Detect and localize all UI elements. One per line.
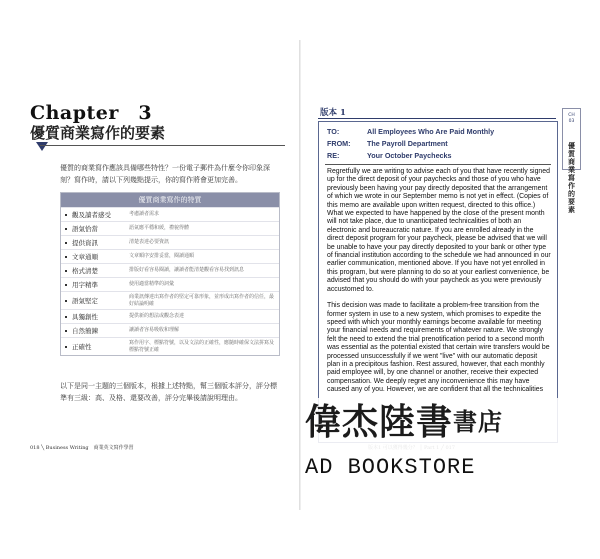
qualities-table — [60, 192, 280, 356]
version-label: 版本 1 — [320, 108, 346, 118]
row-desc: 清楚表達必要資訊 — [129, 239, 170, 246]
row-desc: 寫作用字、標點符號，以及文法的正確性，應隨時確保文法拼寫及標點符號正確 — [129, 340, 275, 353]
closing-paragraph: 以下是同一主題的三個版本，根據上述特點，幫三個版本評分，評分標準有三級：高、及格、還要改善，評分完畢後請說明理由。 — [60, 382, 277, 402]
table-row — [61, 291, 279, 309]
row-desc: 考慮讀者需求 — [129, 211, 160, 218]
bullet-icon — [65, 330, 67, 332]
bullet-icon — [65, 270, 67, 272]
bullet-icon — [65, 256, 67, 258]
chapter-marker-icon — [36, 142, 48, 151]
memo-re-value: Your October Paychecks — [367, 151, 452, 160]
side-tab-label: CH 03 — [568, 113, 575, 124]
row-desc: 讓讀者容易吸收和理解 — [129, 327, 180, 334]
memo-to-value: All Employees Who Are Paid Monthly — [367, 127, 495, 136]
memo-divider — [325, 164, 551, 165]
row-label: 文章通順 — [72, 253, 98, 261]
bullet-icon — [65, 284, 67, 286]
bullet-icon — [65, 300, 67, 302]
intro-paragraph: 優質的商業寫作應該具備哪些特性？一份電子郵件為什麼令你印象深刻？寫作時，請以下列幾點提示，你的寫作將會更加完善。 — [60, 164, 270, 184]
row-label: 語氣堅定 — [72, 297, 98, 305]
watermark-chinese-main: 偉杰陸書 — [305, 401, 454, 443]
row-desc: 文章順序安排妥當，閱讀通順 — [129, 253, 195, 260]
chapter-title: Chapter 3 — [30, 102, 153, 124]
chapter-subtitle: 優質商業寫作的要素 — [30, 124, 166, 142]
bullet-icon — [65, 346, 67, 348]
table-row — [61, 207, 279, 221]
memo-to — [327, 127, 551, 139]
version-rule — [318, 118, 556, 119]
row-label: 格式清楚 — [72, 267, 98, 275]
table-row — [61, 277, 279, 291]
watermark-logo-english: AD BOOKSTORE — [305, 455, 476, 480]
row-desc: 商業訊傳達出寫作者的堅定可靠形象，並形成出寫作者的信任，最好結論明確 — [129, 294, 275, 307]
side-vertical-title: 優質商業寫作的要素 — [568, 141, 575, 214]
watermark-chinese-small: 書店 — [453, 407, 504, 436]
memo-body — [327, 168, 551, 403]
memo-to-label: TO: — [327, 127, 340, 136]
memo-from-value: The Payroll Department — [367, 139, 448, 148]
row-desc: 排版好看容易閱讀，讓讀者能清楚觀看容易找到訊息 — [129, 267, 245, 274]
row-label: 提供資訊 — [72, 239, 98, 247]
bullet-icon — [65, 214, 67, 216]
table-row — [61, 263, 279, 277]
memo-from-label: FROM: — [327, 139, 351, 148]
row-desc: 提供新的想法或觀念表達 — [129, 313, 185, 320]
row-label: 用字精準 — [72, 281, 98, 289]
memo-re-label: RE: — [327, 151, 340, 160]
row-label: 自然簡鍊 — [72, 327, 98, 335]
book-gutter — [299, 40, 301, 510]
row-label: 具獨創性 — [72, 313, 98, 321]
watermark-logo-chinese — [305, 402, 503, 442]
table-row — [61, 323, 279, 337]
memo-header — [327, 127, 551, 163]
bullet-icon — [65, 316, 67, 318]
left-page-footer: 018 ╲ Business Writing 商業英文寫作學習 — [30, 445, 134, 451]
memo-from — [327, 139, 551, 151]
row-desc: 語氣應平穩和緩，禮貌得體 — [129, 225, 190, 232]
bullet-icon — [65, 242, 67, 244]
table-title: 優質商業寫作的特質 — [61, 193, 279, 207]
memo-re — [327, 151, 551, 163]
table-row — [61, 221, 279, 235]
row-label: 語氣恰當 — [72, 225, 98, 233]
chapter-rule — [40, 145, 285, 146]
row-label: 觀及讀者感受 — [72, 211, 111, 219]
bullet-icon — [65, 228, 67, 230]
table-row — [61, 235, 279, 249]
memo-box — [318, 121, 558, 443]
table-row — [61, 309, 279, 323]
table-row — [61, 249, 279, 263]
row-desc: 使用適當精準的詞彙 — [129, 281, 175, 288]
memo-paragraph-2: This decision was made to facilitate a problem-free transition from the former system in use to a new system, which promises to expedite the speed with which your monthly earnings become available for meeting your financial needs and requirements of whatever nature. We strongly felt the need to extend the trial prenotification period to a second month was essential as the potential existed that certain wire transfers would be processed unsuccessfully if we went "live" with our automatic deposit plan in a precipitous fashion. Rest assured, however, that each monthly paid employee will, by one channel or another, receive their expected compensation. We deeply regret any inconvenience this may have caused any of you. However, we are confident that all the technicalities — [327, 302, 550, 394]
table-row — [61, 337, 279, 355]
memo-paragraph-1: Regretfully we are writing to advise each of you that have recently signed up for the direct deposit of your paychecks and those of you who have previously been having your pay directly deposited that the arrangement of which we wrote in our September memo is not yet in effect. (Copies of this memo are available upon written request, directed to this office.) What we expected to have happened by the close of the present month will not take place, due to unanticipated technicalities of both an electronic and bureaucratic nature. If you are enrolled already in the direct deposit program for your paycheck, please be advised that we will be unable to have your pay directly deposited to your bank or other type of financial institution according to the schedule we had announced in our earlier communication, mentioned above. If you have not yet enrolled in this program, but were planning to do so at your earliest convenience, be advised that you should do with your paycheck as you were previously accustomed to. — [327, 168, 551, 293]
row-label: 正確性 — [72, 343, 92, 351]
